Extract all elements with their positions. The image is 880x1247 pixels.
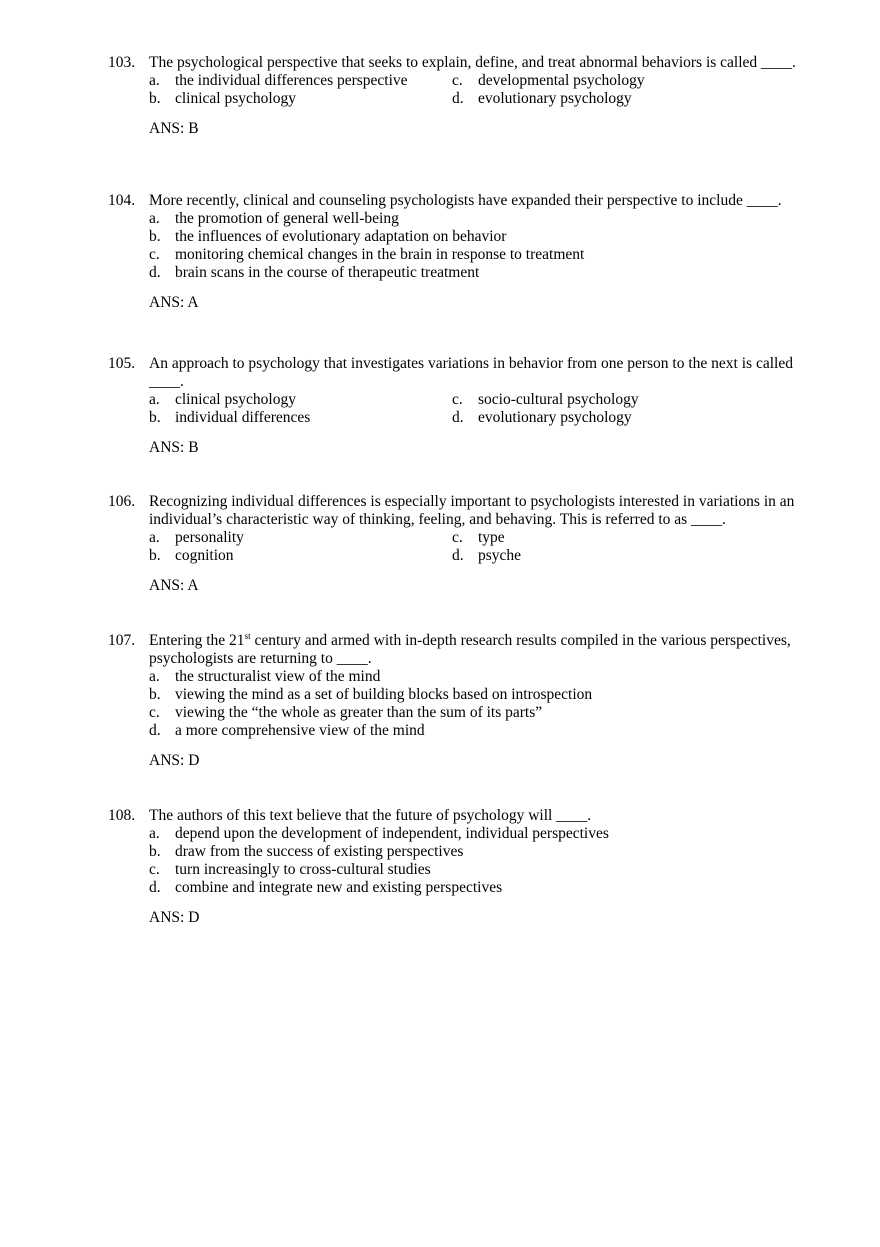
choice-b: b. viewing the mind as a set of building blocks based on introspection [149,686,593,703]
choice-b: b. cognition [149,547,234,564]
choice-d: d. psyche [452,547,522,564]
choice-c: c. turn increasingly to cross-cultural studies [149,861,431,878]
choice-c: c. viewing the “the whole as greater than the sum of its parts” [149,704,543,721]
choice-a: a. clinical psychology [149,391,296,408]
question-number: 104. [108,192,136,209]
question-stem: The psychological perspective that seeks to explain, define, and treat abnormal behaviors is called ____. [149,54,796,71]
question-105 [108,355,808,457]
answer-key: ANS: B [149,120,199,137]
choice-d: d. a more comprehensive view of the mind [149,722,425,739]
question-number: 106. [108,493,136,510]
question-stem: The authors of this text believe that the future of psychology will ____. [149,807,592,824]
answer-key: ANS: A [149,294,199,311]
choice-c: c. monitoring chemical changes in the brain in response to treatment [149,246,585,263]
question-number: 105. [108,355,136,372]
choice-c: c. socio-cultural psychology [452,391,639,408]
answer-key: ANS: D [149,909,200,926]
question-stem: An approach to psychology that investigates variations in behavior from one person to the next is called ____. [149,355,793,390]
question-stem: Entering the 21st century and armed with in-depth research results compiled in the various perspectives, psychologists are returning to ____. [149,631,791,667]
choice-d: d. evolutionary psychology [452,90,632,107]
question-stem: More recently, clinical and counseling psychologists have expanded their perspective to include ____. [149,192,782,209]
choice-a: a. the promotion of general well-being [149,210,399,227]
answer-key: ANS: D [149,752,200,769]
ordinal-superscript: st [244,631,251,641]
choice-d: d. combine and integrate new and existing perspectives [149,879,503,896]
answer-key: ANS: B [149,439,199,456]
question-104 [108,192,808,312]
choice-a: a. the individual differences perspective [149,72,408,89]
choice-a: a. personality [149,529,244,546]
question-stem: Recognizing individual differences is especially important to psychologists interested in variations in an individual’s characteristic way of thinking, feeling, and behaving. This is referred to as ____. [149,493,795,528]
choice-d: d. brain scans in the course of therapeutic treatment [149,264,480,281]
question-107 [108,632,808,770]
question-number: 108. [108,807,136,824]
choice-b: b. individual differences [149,409,311,426]
question-103 [108,54,808,138]
choice-a: a. the structuralist view of the mind [149,668,381,685]
choice-b: b. the influences of evolutionary adaptation on behavior [149,228,507,245]
question-number: 103. [108,54,136,71]
question-number: 107. [108,632,136,649]
choice-d: d. evolutionary psychology [452,409,632,426]
question-106 [108,493,808,595]
choice-c: c. type [452,529,505,546]
choice-c: c. developmental psychology [452,72,645,89]
choice-b: b. clinical psychology [149,90,296,107]
choice-a: a. depend upon the development of independent, individual perspectives [149,825,609,842]
answer-key: ANS: A [149,577,199,594]
question-108 [108,807,808,927]
choice-b: b. draw from the success of existing perspectives [149,843,464,860]
